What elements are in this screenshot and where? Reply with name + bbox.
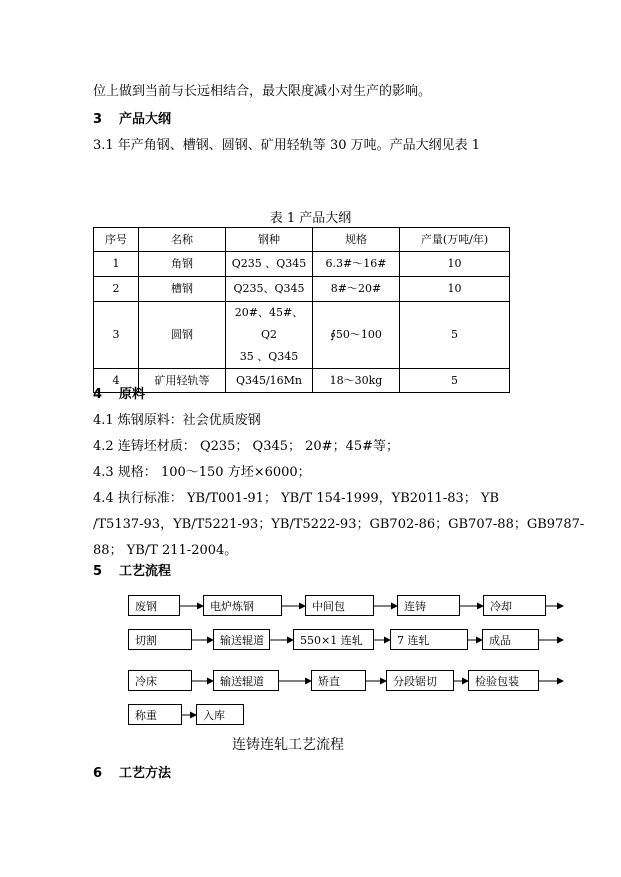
- section-3-title: 产品大纲: [119, 112, 172, 127]
- paragraph-3-1: 3.1 年产角钢、槽钢、圆钢、矿用轻轨等 30 万吨。产品大纲见表 1: [93, 138, 481, 153]
- cell-spec: 8#～20#: [313, 277, 400, 302]
- cell-name: 角钢: [139, 252, 226, 277]
- flow-step-550-rolling: 550×1 连轧: [293, 629, 374, 650]
- raw-material-line-6: 88； YB/T 211-2004。: [93, 543, 238, 558]
- flow-step-straightening: 矫直: [311, 670, 366, 691]
- flow-step-weighing: 称重: [128, 704, 182, 725]
- cell-spec: ∮50～100: [313, 302, 400, 369]
- flow-step-sectional-sawing: 分段锯切: [386, 670, 454, 691]
- header-spec: 规格: [313, 228, 400, 252]
- raw-material-line-5: /T5137-93，YB/T5221-93；YB/T5222-93；GB702-86；GB707-88；GB9787-: [93, 517, 585, 532]
- cell-grade: Q235 、Q345: [226, 252, 313, 277]
- cell-name: 槽钢: [139, 277, 226, 302]
- cell-grade: Q235、Q345: [226, 277, 313, 302]
- section-3-number: 3: [93, 112, 103, 127]
- flow-step-continuous-casting: 连铸: [397, 595, 460, 616]
- section-6-number: 6: [93, 766, 103, 781]
- header-grade: 钢种: [226, 228, 313, 252]
- flow-step-inspection-packing: 检验包装: [468, 670, 539, 691]
- flow-step-cutting: 切割: [128, 629, 192, 650]
- raw-material-line-2: 4.2 连铸坯材质： Q235； Q345； 20#；45#等；: [93, 439, 400, 454]
- flow-step-electric-furnace: 电炉炼钢: [203, 595, 282, 616]
- table-caption: 表 1 产品大纲: [269, 211, 352, 226]
- section-5-number: 5: [93, 564, 103, 579]
- cell-output: 5: [400, 369, 510, 393]
- cell-output: 5: [400, 302, 510, 369]
- header-output: 产量(万吨/年): [400, 228, 510, 252]
- flow-caption: 连铸连轧工艺流程: [232, 737, 344, 753]
- cell-grade: Q345/16Mn: [226, 369, 313, 393]
- raw-material-line-1: 4.1 炼钢原料：社会优质废钢: [93, 413, 261, 428]
- cell-spec: 6.3#～16#: [313, 252, 400, 277]
- cell-grade-line-1: 20#、45#、Q2: [234, 306, 304, 341]
- cell-no: 3: [94, 302, 139, 369]
- section-6-heading: [93, 762, 171, 781]
- cell-output: 10: [400, 252, 510, 277]
- flow-step-roller-conveyor-2: 输送辊道: [213, 670, 279, 691]
- flow-step-scrap-steel: 废钢: [128, 595, 180, 616]
- flow-step-roller-conveyor: 输送辊道: [213, 629, 270, 650]
- header-name: 名称: [139, 228, 226, 252]
- flow-step-7-stand-rolling: 7 连轧: [390, 629, 468, 650]
- section-4-number: 4: [93, 387, 103, 402]
- intro-line: 位上做到当前与长远相结合，最大限度减小对生产的影响。: [93, 84, 432, 99]
- cell-no: 1: [94, 252, 139, 277]
- raw-material-line-4: 4.4 执行标准： YB/T001-91； YB/T 154-1999，YB2011-83； YB: [93, 491, 500, 506]
- cell-no: 2: [94, 277, 139, 302]
- cell-grade-line-2: 35 、Q345: [239, 350, 299, 363]
- header-no: 序号: [94, 228, 139, 252]
- cell-name: 矿用轻轨等: [139, 369, 226, 393]
- flow-step-cooling: 冷却: [483, 595, 546, 616]
- section-5-title: 工艺流程: [119, 564, 172, 579]
- flow-step-warehousing: 入库: [196, 704, 244, 725]
- flow-step-tundish: 中间包: [305, 595, 374, 616]
- cell-name: 圆钢: [139, 302, 226, 369]
- section-4-title: 原料: [119, 387, 146, 402]
- flow-step-finished-product: 成品: [482, 629, 539, 650]
- raw-material-line-3: 4.3 规格： 100～150 方坯×6000；: [93, 465, 311, 480]
- cell-spec: 18～30kg: [313, 369, 400, 393]
- flow-step-cooling-bed: 冷床: [128, 670, 192, 691]
- cell-output: 10: [400, 277, 510, 302]
- section-6-title: 工艺方法: [119, 766, 172, 781]
- cell-no: 4: [94, 369, 139, 393]
